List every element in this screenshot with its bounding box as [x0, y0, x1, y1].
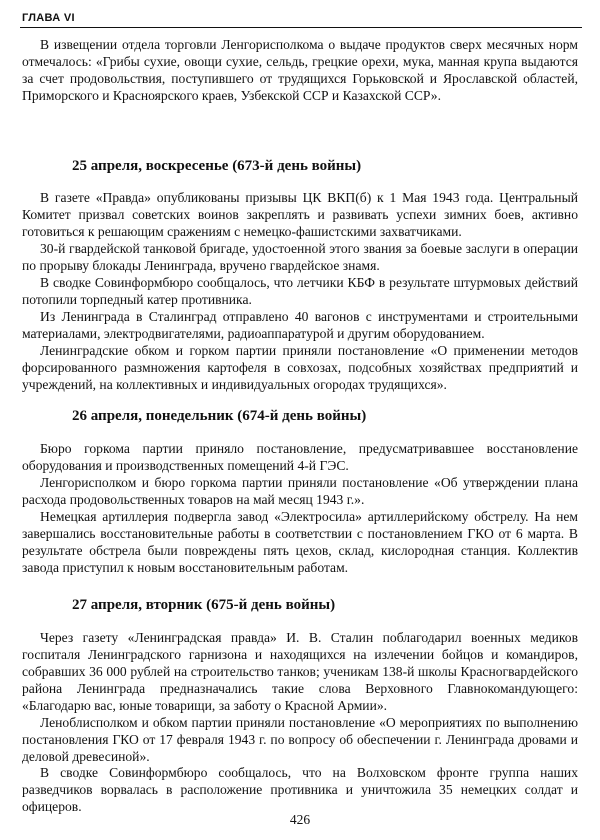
- page-number: 426: [289, 812, 311, 827]
- section-heading-apr27: 27 апреля, вторник (675-й день войны): [72, 597, 336, 613]
- running-head: ГЛАВА VI: [22, 12, 75, 24]
- paragraph: Леноблисполком и обком партии приняли постановление «О мероприятиях по выполнению постановления ГКО от 17 февраля 1943 г. по вопросу об обеспечении г. Ленинграда дровами и деловой древесиной».: [22, 715, 578, 764]
- paragraph: Ленинградские обком и горком партии приняли постановление «О применении методов форсированного размножения картофеля в совхозах, подсобных хозяйствах предприятий и учреждений, на коллективных и индивидуальных огородах трудящихся».: [22, 343, 578, 392]
- paragraph: В газете «Правда» опубликованы призывы ЦК ВКП(б) к 1 Мая 1943 года. Центральный Комитет призвал советских воинов закреплять и развивать успехи зимних боев, активно готовиться к решающим сражениям с немецко-фашистскими захватчиками.: [22, 190, 578, 239]
- paragraph: В сводке Совинформбюро сообщалось, что летчики КБФ в результате штурмовых действий потопили торпедный катер противника.: [22, 275, 578, 307]
- paragraph: Немецкая артиллерия подвергла завод «Электросила» артиллерийскому обстрелу. На нем завершались восстановительные работы в соответствии с постановлением ГКО от 6 марта. В результате обстрела были повреждены пять цехов, склад, кислородная станция. Коллектив завода приступил к новым восстановительным работам.: [22, 509, 578, 575]
- section-heading-apr25: 25 апреля, воскресенье (673-й день войны): [72, 158, 362, 174]
- paragraph: Бюро горкома партии приняло постановление, предусматривавшее восстановление оборудования и производственных помещений 4-й ГЭС.: [22, 441, 578, 473]
- paragraph: Из Ленинграда в Сталинград отправлено 40 вагонов с инструментами и строительными материалами, электродвигателями, радиоаппаратурой и другим оборудованием.: [22, 309, 578, 341]
- paragraph: 30-й гвардейской танковой бригаде, удостоенной этого звания за боевые заслуги в операции по прорыву блокады Ленинграда, вручено гвардейское знамя.: [22, 241, 578, 273]
- paragraph: Ленгорисполком и бюро горкома партии приняли постановление «Об утверждении плана расхода продовольственных товаров на май месяц 1943 г.».: [22, 475, 578, 507]
- paragraph: В сводке Совинформбюро сообщалось, что на Волховском фронте группа наших разведчиков ворвалась в расположение противника и уничтожила 35 немецких солдат и офицеров.: [22, 765, 578, 814]
- intro-paragraph: В извещении отдела торговли Ленгорисполкома о выдаче продуктов сверх месячных норм отмечалось: «Грибы сухие, овощи сухие, сельдь, грецкие орехи, мука, манная крупа выдаются за счет продовольствия, поступившего от трудящихся Горьковской и Ярославской областей, Приморского и Красноярского краев, Узбекской ССР и Казахской ССР».: [22, 37, 578, 103]
- paragraph: Через газету «Ленинградская правда» И. В. Сталин поблагодарил военных медиков госпиталя Ленинградского гарнизона и находящихся на излечении бойцов и командиров, собравших 36 000 рублей на строительство танков; ученикам 138-й школы Красногвардейского района Ленинграда предназначались такие слова Верховного Главнокомандующего: «Благодарю вас, юные товарищи, за заботу о Красной Армии».: [22, 630, 578, 713]
- section-heading-apr26: 26 апреля, понедельник (674-й день войны): [72, 408, 367, 424]
- header-rule: [20, 27, 582, 28]
